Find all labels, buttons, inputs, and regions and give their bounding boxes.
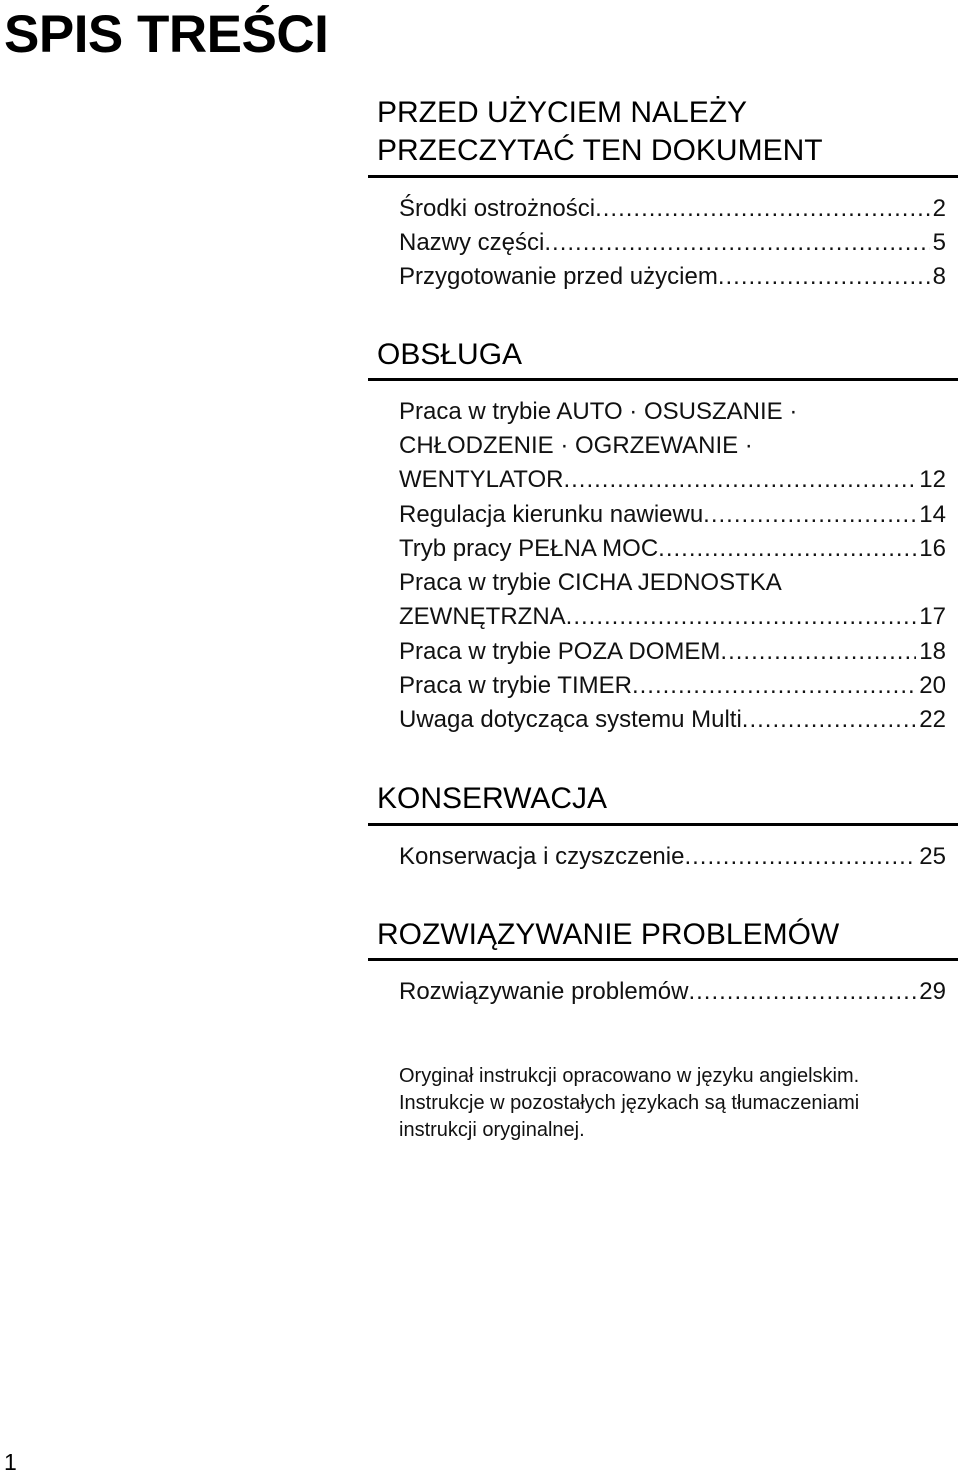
toc-entry-title: Przygotowanie przed użyciem xyxy=(399,263,718,290)
toc-entry[interactable] xyxy=(399,669,946,703)
toc-entry-line[interactable] xyxy=(399,395,946,429)
section-divider xyxy=(368,958,958,961)
toc-entry[interactable] xyxy=(399,840,946,874)
toc-entry-title: Praca w trybie POZA DOMEM xyxy=(399,638,721,665)
toc-entry-title: Regulacja kierunku nawiewu xyxy=(399,501,704,528)
dot-leader xyxy=(742,703,917,737)
note-line: Instrukcje w pozostałych językach są tłumaczeniami xyxy=(399,1092,860,1114)
note-line: instrukcji oryginalnej. xyxy=(399,1119,585,1141)
dot-leader xyxy=(566,600,917,634)
toc-entry[interactable] xyxy=(399,260,946,294)
toc-entry-page: 14 xyxy=(919,501,946,528)
dot-leader xyxy=(718,260,930,294)
dot-leader xyxy=(632,669,916,703)
toc-entry-title: Nazwy części xyxy=(399,229,545,256)
toc-entry[interactable] xyxy=(399,703,946,737)
section-divider xyxy=(368,823,958,826)
toc-entry-page: 22 xyxy=(919,706,946,733)
section-heading-line: PRZECZYTAĆ TEN DOKUMENT xyxy=(377,134,823,167)
toc-entry-page: 18 xyxy=(919,638,946,665)
toc-entry-title: Środki ostrożności xyxy=(399,195,596,222)
section-divider xyxy=(368,378,958,381)
section-heading-line: PRZED UŻYCIEM NALEŻY xyxy=(377,96,748,129)
dot-leader xyxy=(658,532,916,566)
toc-entry-page: 16 xyxy=(919,535,946,562)
toc-entry[interactable] xyxy=(399,532,946,566)
toc-entry-page: 5 xyxy=(932,229,946,256)
dot-leader xyxy=(703,498,916,532)
dot-leader xyxy=(684,840,916,874)
toc-entry[interactable] xyxy=(399,192,946,226)
section-divider xyxy=(368,175,958,178)
toc-entry[interactable] xyxy=(399,600,946,634)
toc-entry-title: Praca w trybie TIMER xyxy=(399,672,632,699)
toc-entry[interactable] xyxy=(399,635,946,669)
dot-leader xyxy=(720,635,916,669)
toc-entry[interactable] xyxy=(399,226,946,260)
toc-entry-line[interactable] xyxy=(399,429,946,463)
dot-leader xyxy=(563,463,916,497)
toc-entry-page: 12 xyxy=(919,466,946,493)
toc-entry[interactable] xyxy=(399,975,946,1009)
toc-entry-page: 17 xyxy=(919,603,946,630)
toc-entry-title: Praca w trybie AUTO · OSUSZANIE · xyxy=(399,398,798,425)
toc-entry[interactable] xyxy=(399,498,946,532)
section-heading-line: KONSERWACJA xyxy=(377,782,608,815)
dot-leader xyxy=(688,975,916,1009)
page-number: 1 xyxy=(4,1449,17,1475)
dot-leader xyxy=(544,226,929,260)
toc-entry-page: 29 xyxy=(919,978,946,1005)
toc-entry-page: 20 xyxy=(919,672,946,699)
toc-entry[interactable] xyxy=(399,463,946,497)
toc-entry-title: Rozwiązywanie problemów xyxy=(399,978,689,1005)
toc-entry-title: ZEWNĘTRZNA xyxy=(399,603,566,630)
toc-entry-title: WENTYLATOR xyxy=(399,466,564,493)
section-heading-line: ROZWIĄZYWANIE PROBLEMÓW xyxy=(377,918,840,951)
section-heading-line: OBSŁUGA xyxy=(377,338,523,371)
dot-leader xyxy=(595,192,930,226)
toc-entry-title: Uwaga dotycząca systemu Multi xyxy=(399,706,742,733)
page-title: SPIS TREŚCI xyxy=(4,5,329,64)
toc-entry-page: 2 xyxy=(932,195,946,222)
toc-entry-title: Konserwacja i czyszczenie xyxy=(399,843,685,870)
note-line: Oryginał instrukcji opracowano w języku angielskim. xyxy=(399,1065,860,1087)
toc-entry-title: CHŁODZENIE · OGRZEWANIE · xyxy=(399,432,753,459)
toc-entry-title: Tryb pracy PEŁNA MOC xyxy=(399,535,659,562)
toc-entry-page: 8 xyxy=(932,263,946,290)
toc-entry-line[interactable] xyxy=(399,566,946,600)
toc-entry-page: 25 xyxy=(919,843,946,870)
toc-entry-title: Praca w trybie CICHA JEDNOSTKA xyxy=(399,569,782,596)
translation-note xyxy=(399,1063,939,1144)
